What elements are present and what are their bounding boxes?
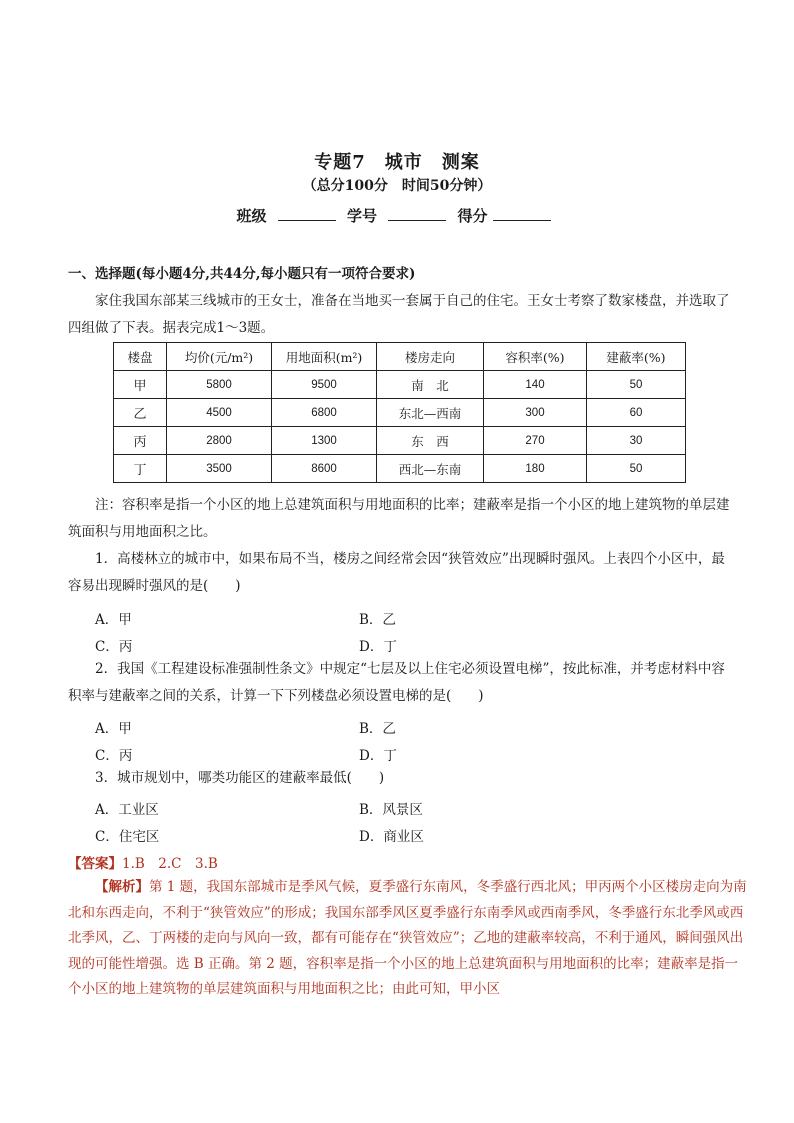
table-cell: 丁 xyxy=(114,455,167,483)
table-cell: 5800 xyxy=(167,371,272,399)
table-cell: 9500 xyxy=(272,371,377,399)
question-1-option-c: C．丙 xyxy=(95,639,133,655)
id-label: 学号 xyxy=(346,207,377,225)
table-header: 用地面积(m²) xyxy=(272,343,377,371)
page-subtitle: （总分100分 时间50分钟） xyxy=(302,178,492,194)
table-cell: 30 xyxy=(587,427,686,455)
table-cell: 50 xyxy=(587,455,686,483)
answer-text: 1.B 2.C 3.B xyxy=(122,856,218,872)
table-cell: 4500 xyxy=(167,399,272,427)
table-cell: 50 xyxy=(587,371,686,399)
table-cell: 180 xyxy=(484,455,587,483)
table-row xyxy=(114,427,686,455)
table-header: 建蔽率(%) xyxy=(587,343,686,371)
table-row xyxy=(114,399,686,427)
table-cell: 8600 xyxy=(272,455,377,483)
table-cell: 西北—东南 xyxy=(377,455,484,483)
table-header: 容积率(%) xyxy=(484,343,587,371)
question-1-option-b: B．乙 xyxy=(359,612,396,628)
table-cell: 乙 xyxy=(114,399,167,427)
question-3-option-a: A．工业区 xyxy=(95,802,159,818)
question-2-option-a: A．甲 xyxy=(95,721,132,737)
student-info-line xyxy=(0,205,794,226)
table-header: 楼盘 xyxy=(114,343,167,371)
table-cell: 270 xyxy=(484,427,587,455)
table-cell: 南 北 xyxy=(377,371,484,399)
question-3-option-b: B．风景区 xyxy=(359,802,423,818)
table-header-row xyxy=(114,343,686,371)
page-title: 专题7 城市 测案 xyxy=(314,152,480,173)
table-row xyxy=(114,455,686,483)
table-header: 均价(元/m²) xyxy=(167,343,272,371)
class-label: 班级 xyxy=(236,207,267,225)
score-label: 得分 xyxy=(457,207,488,225)
table-note: 注：容积率是指一个小区的地上总建筑面积与用地面积的比率；建蔽率是指一个小区的地上建筑物的单层建筑面积与用地面积之比。 xyxy=(68,497,730,540)
table-cell: 2800 xyxy=(167,427,272,455)
table-cell: 东 西 xyxy=(377,427,484,455)
table-cell: 甲 xyxy=(114,371,167,399)
table-cell: 丙 xyxy=(114,427,167,455)
table-cell: 1300 xyxy=(272,427,377,455)
table-row xyxy=(114,371,686,399)
question-2-option-b: B．乙 xyxy=(359,721,396,737)
analysis-label: 【解析】 xyxy=(95,879,149,895)
section-heading: 一、选择题(每小题4分,共44分,每小题只有一项符合要求) xyxy=(68,266,416,282)
table-cell: 东北—西南 xyxy=(377,399,484,427)
analysis-paragraph xyxy=(68,875,748,1003)
question-1-option-a: A．甲 xyxy=(95,612,132,628)
table-cell: 140 xyxy=(484,371,587,399)
analysis-text: 第 1 题，我国东部城市是季风气候，夏季盛行东南风，冬季盛行西北风；甲丙两个小区楼房走向为南北和东西走向，不利于“狭管效应”的形成；我国东部季风区夏季盛行东南季风或西南季风，冬季盛行东北季风或西北季风，乙、丁两楼的走向与风向一致，都有可能存在“狭管效应”；乙地的建蔽率较高，不利于通风，瞬间强风出现的可能性增强。选 B 正确。第 2 题，容积率是指一个小区的地上总建筑面积与用地面积的比率；建蔽率是指一个小区的地上建筑物的单层建筑面积与用地面积之比；由此可知，甲小区 xyxy=(68,879,747,997)
class-blank xyxy=(278,206,336,221)
question-1-stem: 1．高楼林立的城市中，如果布局不当，楼房之间经常会因“狭管效应”出现瞬时强风。上表四个小区中，最容易出现瞬时强风的是( ) xyxy=(68,551,725,594)
answer-line xyxy=(68,852,218,872)
answer-label: 【答案】 xyxy=(68,856,122,872)
score-blank xyxy=(493,206,551,221)
table-header: 楼房走向 xyxy=(377,343,484,371)
question-1-option-d: D．丁 xyxy=(359,639,397,655)
question-3-option-c: C．住宅区 xyxy=(95,829,160,845)
table-cell: 60 xyxy=(587,399,686,427)
table-cell: 6800 xyxy=(272,399,377,427)
intro-paragraph: 家住我国东部某三线城市的王女士，准备在当地买一套属于自己的住宅。王女士考察了数家楼盘，并选取了四组做了下表。据表完成1～3题。 xyxy=(68,293,730,336)
question-3-option-d: D．商业区 xyxy=(359,829,424,845)
id-blank xyxy=(388,206,446,221)
housing-table xyxy=(113,342,686,483)
question-2-option-c: C．丙 xyxy=(95,748,133,764)
table-cell: 300 xyxy=(484,399,587,427)
question-2-option-d: D．丁 xyxy=(359,748,397,764)
question-2-stem: 2．我国《工程建设标准强制性条文》中规定“七层及以上住宅必须设置电梯”，按此标准，并考虑材料中容积率与建蔽率之间的关系，计算一下下列楼盘必须设置电梯的是( ) xyxy=(68,661,725,704)
table-cell: 3500 xyxy=(167,455,272,483)
question-3-stem: 3．城市规划中，哪类功能区的建蔽率最低( ) xyxy=(95,770,385,786)
